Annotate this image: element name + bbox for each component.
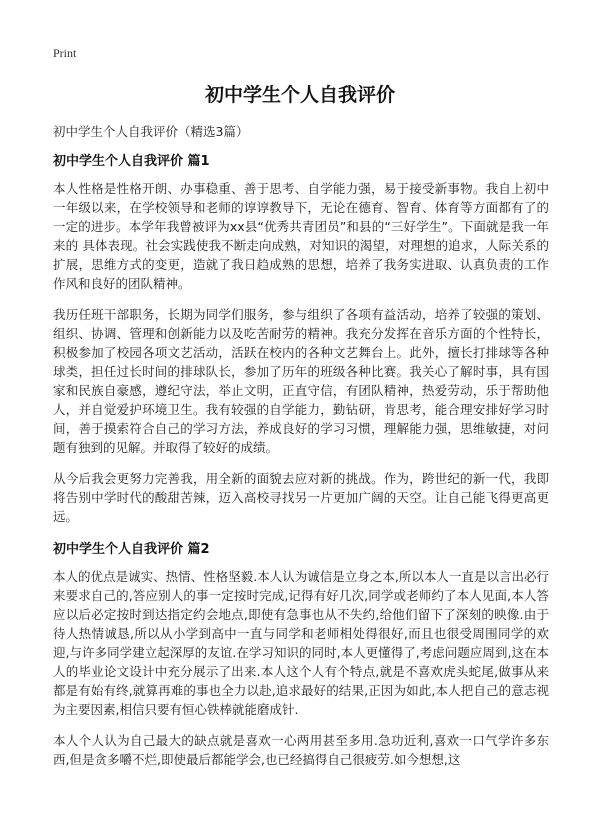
page-title: 初中学生个人自我评价 [204, 84, 395, 106]
document-body [53, 150, 549, 781]
paragraph: 从今后我会更努力完善我，用全新的面貌去应对新的挑战。作为，跨世纪的新一代，我即将告别中学时代的酸甜苦辣，迈入高校寻找另一片更加广阔的天空。让自己能飞得更高更远。 [53, 471, 549, 524]
section-2 [53, 538, 549, 769]
paragraph: 本人个人认为自己最大的缺点就是喜欢一心两用甚至多用.急功近利,喜欢一口气学许多东西,但是贪多嚼不烂,即使最后都能学会,也已经搞得自己很疲劳.如今想想,这 [53, 733, 549, 767]
section-1 [53, 150, 549, 526]
section-heading: 初中学生个人自我评价 篇2 [53, 542, 210, 557]
print-link[interactable]: Print [53, 46, 77, 60]
paragraph: 本人性格是性格开朗、办事稳重、善于思考、自学能力强，易于接受新事物。我自上初中一年级以来，在学校领导和老师的谆谆教导下，无论在德育、智育、体育等方面都有了的一定的进步。本学年我曾被评为xx县“优秀共青团员”和县的“三好学生”。下面就是我一年来的 具体表现。社会实践使我不断走向成熟，对知识的渴望，对理想的追求，人际关系的扩展，思维方式的变更，造就了我日趋成熟的思想，培养了我务实进取、认真负责的工作作风和良好的团队精神。 [53, 181, 549, 291]
section-heading: 初中学生个人自我评价 篇1 [53, 154, 210, 169]
paragraph: 我历任班干部职务，长期为同学们服务，参与组织了各项有益活动，培养了较强的策划、组织、协调、管理和创新能力以及吃苦耐劳的精神。我充分发挥在音乐方面的个性特长，积极参加了校园各项文艺活动，活跃在校内的各种文艺舞台上。此外，擅长打排球等各种球类，担任过长时间的排球队长，参加了历年的班级各种比赛。我关心了解时事，具有国家和民族自豪感，遵纪守法，举止文明，正直守信，有团队精神，热爱劳动，乐于帮助他人，并自觉爱护环境卫生。我有较强的自学能力，勤钻研，肯思考，能合理安排好学习时间，善于摸索符合自己的学习方法，养成良好的学习习惯，理解能力强，思维敏捷，对问题有独到的见解。并取得了较好的成绩。 [53, 307, 549, 455]
paragraph: 本人的优点是诚实、热情、性格坚毅.本人认为诚信是立身之本,所以本人一直是以言出必行来要求自己的,答应别人的事一定按时完成,记得有好几次,同学或老师约了本人见面,本人答应以后必定按时到达指定约会地点,即使有急事也从不失约,给他们留下了深刻的映像.由于待人热情诚恳,所以从小学到高中一直与同学和老师相处得很好,而且也很受周围同学的欢迎,与许多同学建立起深厚的友谊.在学习知识的同时,本人更懂得了,考虑问题应周到,这在本人的毕业论文设计中充分展示了出来.本人这个人有个特点,就是不喜欢虎头蛇尾,做事从来都是有始有终,就算再难的事也全力以赴,追求最好的结果,正因为如此,本人把自己的意志视为主要因素,相信只要有恒心铁棒就能磨成针. [53, 569, 549, 717]
document-subtitle: 初中学生个人自我评价（精选3篇） [53, 124, 249, 139]
